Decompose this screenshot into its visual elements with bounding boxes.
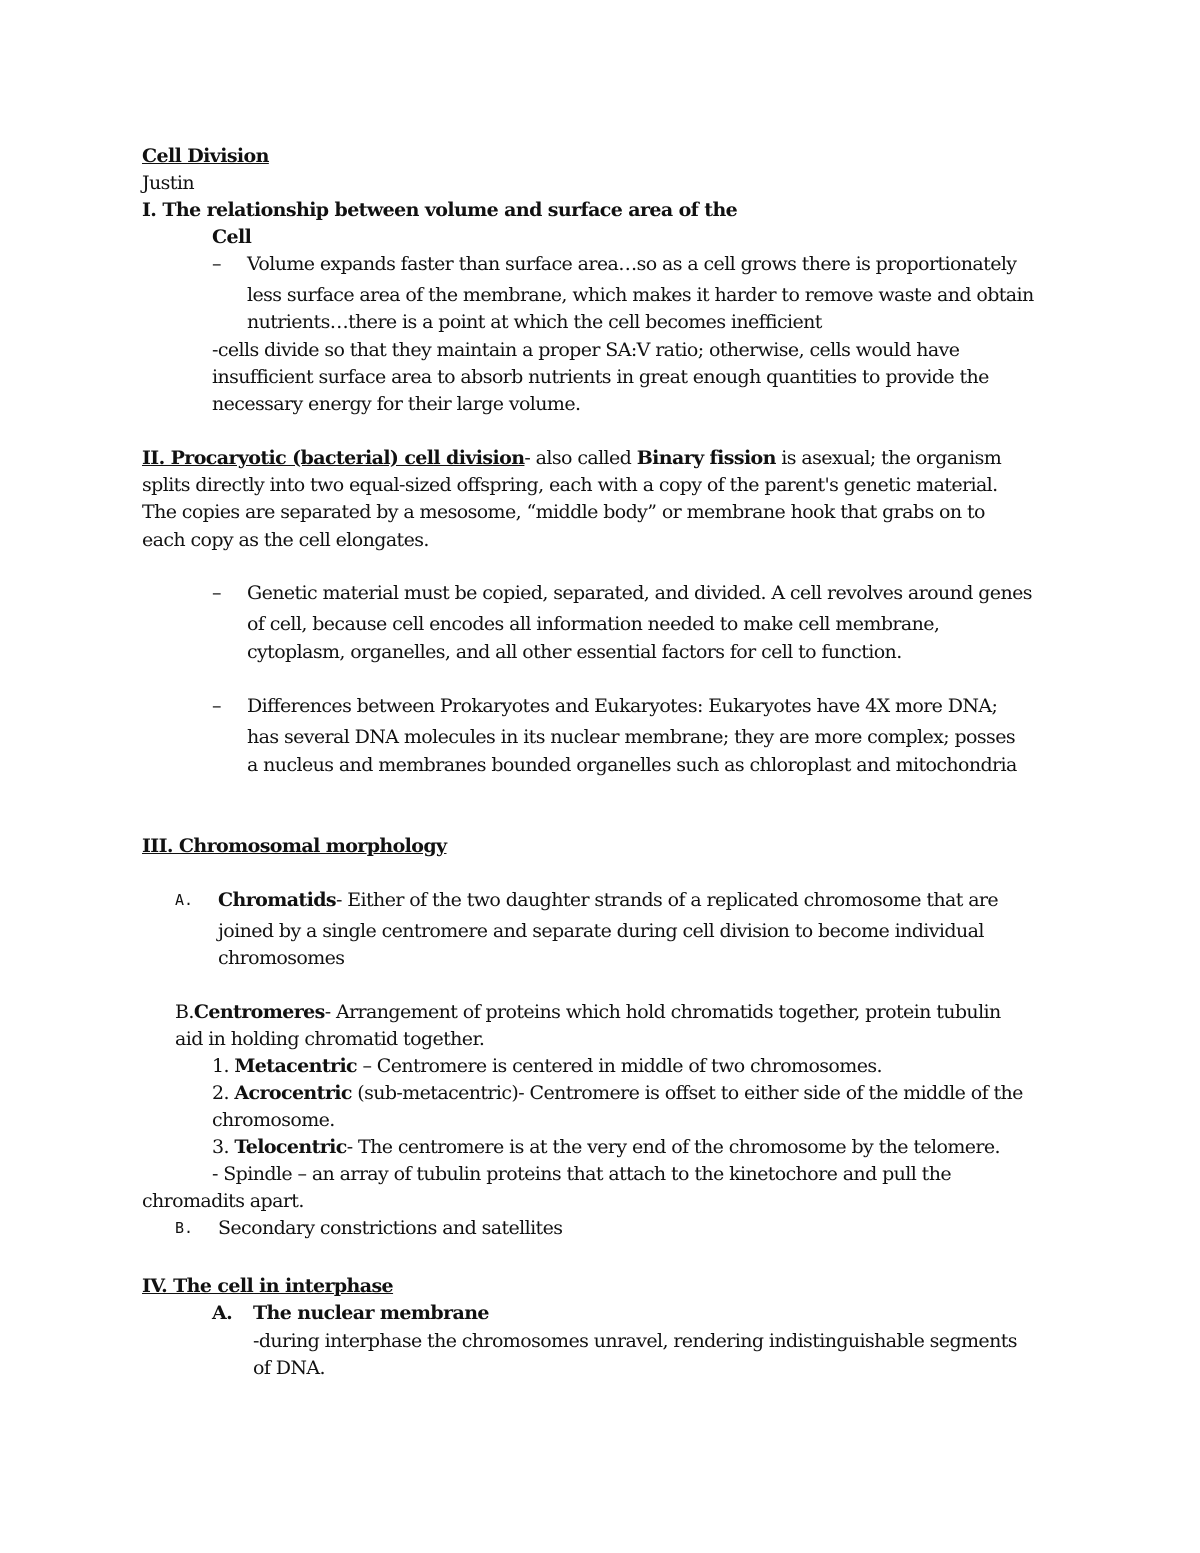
centromeres-definition: - Arrangement of proteins which hold chromatids together, protein tubulin bbox=[324, 1001, 1001, 1023]
author-name: Justin bbox=[142, 172, 194, 194]
centromeres-definition-line: aid in holding chromatid together. bbox=[175, 1028, 485, 1050]
numbered-item-acrocentric bbox=[212, 1080, 1023, 1106]
section-2-bullet-line: Differences between Prokaryotes and Eukaryotes: Eukaryotes have 4X more DNA; bbox=[247, 695, 998, 717]
bullet-dash: – bbox=[212, 695, 221, 717]
centromeres-line bbox=[175, 999, 1001, 1025]
binary-fission-term: Binary fission bbox=[636, 447, 776, 469]
chromatids-definition-line: chromosomes bbox=[218, 947, 345, 969]
section-1-bullet-line: nutrients…there is a point at which the cell becomes inefficient bbox=[247, 311, 822, 333]
section-1-bullet-line: less surface area of the membrane, which makes it harder to remove waste and obtain bbox=[247, 284, 1034, 306]
list-marker: B. bbox=[175, 1219, 194, 1237]
spindle-continuation: chromadits apart. bbox=[142, 1190, 304, 1212]
section-2-bullet-line: of cell, because cell encodes all information needed to make cell membrane, bbox=[247, 613, 940, 635]
section-1-heading-cont: Cell bbox=[212, 226, 252, 248]
section-4-heading: IV. The cell in interphase bbox=[142, 1275, 394, 1297]
item-text: - The centromere is at the very end of the chromosome by the telomere. bbox=[346, 1136, 1000, 1158]
chromatids-definition-line: joined by a single centromere and separate during cell division to become individual bbox=[218, 920, 984, 942]
item-text: (sub-metacentric)- Centromere is offset to either side of the middle of the bbox=[351, 1082, 1023, 1104]
acrocentric-term: Acrocentric bbox=[234, 1082, 352, 1104]
section-2-bullet-line: has several DNA molecules in its nuclear membrane; they are more complex; posses bbox=[247, 726, 1015, 748]
spindle-line: - Spindle – an array of tubulin proteins that attach to the kinetochore and pull the bbox=[212, 1163, 951, 1185]
chromatids-term: Chromatids bbox=[218, 889, 337, 911]
section-2-paragraph-line: The copies are separated by a mesosome, “middle body” or membrane hook that grabs on to bbox=[142, 501, 985, 523]
section-1-paragraph-line: -cells divide so that they maintain a proper SA:V ratio; otherwise, cells would have bbox=[212, 339, 960, 361]
list-marker: A. bbox=[175, 891, 194, 909]
numbered-item-metacentric bbox=[212, 1053, 882, 1079]
bullet-dash: – bbox=[212, 253, 221, 275]
section-4-paragraph-line: -during interphase the chromosomes unravel, rendering indistinguishable segments bbox=[253, 1330, 1017, 1352]
item-number: 1. bbox=[212, 1055, 235, 1077]
section-2-first-line bbox=[142, 445, 1001, 471]
item-text: – Centromere is centered in middle of two chromosomes. bbox=[357, 1055, 882, 1077]
item-number: 2. bbox=[212, 1082, 235, 1104]
list-marker: A. bbox=[212, 1302, 233, 1324]
list-marker: B. bbox=[175, 1001, 194, 1023]
section-2-paragraph-line: splits directly into two equal-sized offspring, each with a copy of the parent's genetic material. bbox=[142, 474, 998, 496]
item-number: 3. bbox=[212, 1136, 235, 1158]
document-title: Cell Division bbox=[142, 145, 269, 167]
chromatids-definition: - Either of the two daughter strands of a replicated chromosome that are bbox=[336, 889, 999, 911]
section-2-heading: II. Procaryotic (bacterial) cell division bbox=[142, 447, 525, 469]
section-2-bullet-line: cytoplasm, organelles, and all other essential factors for cell to function. bbox=[247, 641, 902, 663]
section-4-paragraph-line: of DNA. bbox=[253, 1357, 325, 1379]
centromeres-term: Centromeres bbox=[193, 1001, 325, 1023]
secondary-constrictions-item: Secondary constrictions and satellites bbox=[218, 1217, 563, 1239]
section-1-heading: I. The relationship between volume and surface area of the bbox=[142, 199, 738, 221]
section-1-paragraph-line: necessary energy for their large volume. bbox=[212, 393, 581, 415]
metacentric-term: Metacentric bbox=[234, 1055, 358, 1077]
section-2-bullet-line: a nucleus and membranes bounded organelles such as chloroplast and mitochondria bbox=[247, 754, 1017, 776]
chromatids-line bbox=[218, 887, 998, 913]
acrocentric-continuation: chromosome. bbox=[212, 1109, 335, 1131]
telocentric-term: Telocentric bbox=[234, 1136, 347, 1158]
section-2-text: is asexual; the organism bbox=[775, 447, 1002, 469]
section-2-bullet-line: Genetic material must be copied, separated, and divided. A cell revolves around genes bbox=[247, 582, 1032, 604]
section-1-paragraph-line: insufficient surface area to absorb nutrients in great enough quantities to provide the bbox=[212, 366, 989, 388]
section-3-heading: III. Chromosomal morphology bbox=[142, 835, 447, 857]
section-2-paragraph-line: each copy as the cell elongates. bbox=[142, 529, 429, 551]
nuclear-membrane-title: The nuclear membrane bbox=[253, 1302, 489, 1324]
section-2-text: - also called bbox=[524, 447, 637, 469]
numbered-item-telocentric bbox=[212, 1134, 1000, 1160]
bullet-dash: – bbox=[212, 582, 221, 604]
section-1-bullet-line: Volume expands faster than surface area…so as a cell grows there is proportionately bbox=[247, 253, 1017, 275]
